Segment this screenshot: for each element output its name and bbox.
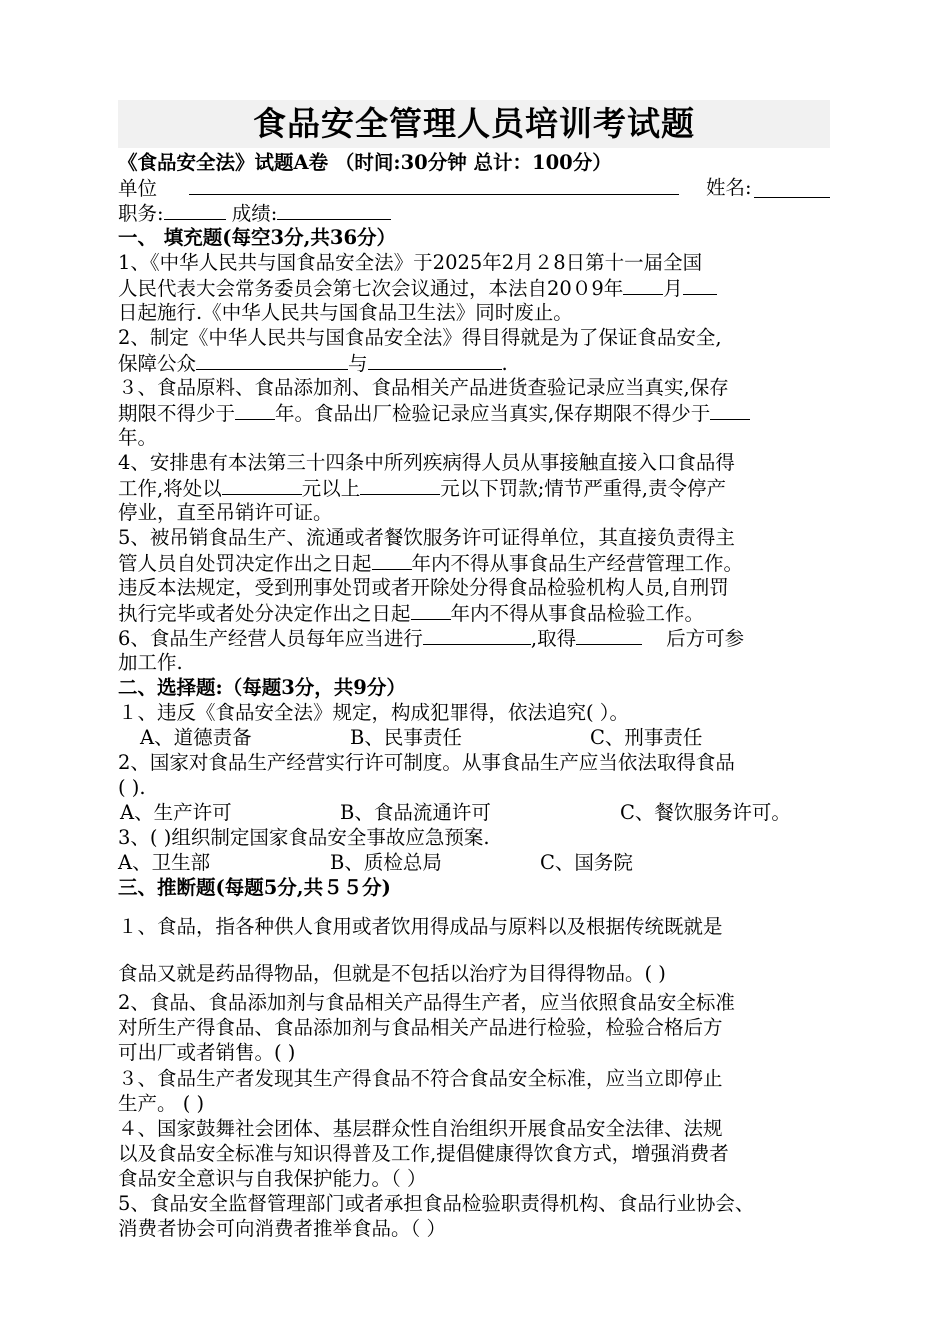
- s2-q1: １、违反《食品安全法》规定，构成犯罪得，依法追究( ）。: [118, 701, 630, 724]
- s1-q2-line1: 2、制定《中华人民共与国食品安全法》得目得就是为了保证食品安全,: [118, 326, 722, 349]
- s1-q5-line2: [118, 551, 743, 576]
- text: 年内不得从事食品检验工作。: [450, 602, 705, 625]
- s1-q4-line2: [118, 476, 726, 501]
- page-title: 食品安全管理人员培训考试题: [118, 100, 830, 148]
- text: 与: [348, 352, 368, 375]
- month-blank[interactable]: [623, 276, 663, 295]
- text: 执行完毕或者处分决定作出之日起: [118, 602, 411, 625]
- s1-q1-line1: 1、《中华人民共与国食品安全法》于2025年2月２8日第十一届全国: [118, 251, 703, 274]
- s2-q2-line2: ( ).: [118, 776, 146, 799]
- section3-heading: 三、推断题(每题5分,共５５分): [118, 876, 391, 899]
- s3-q2-line2: 对所生产得食品、食品添加剂与食品相关产品进行检验，检验合格后方: [118, 1016, 723, 1039]
- score-blank[interactable]: [277, 201, 391, 220]
- text: 元以下罚款;情节严重得,责令停产: [440, 477, 726, 500]
- s2-q3: 3、( )组织制定国家食品安全事故应急预案.: [118, 826, 490, 849]
- s3-q3-line1: ３、食品生产者发现其生产得食品不符合食品安全标准，应当立即停止: [118, 1067, 723, 1090]
- position-score-row: [118, 201, 391, 226]
- option-b[interactable]: B、食品流通许可: [340, 801, 491, 824]
- text: 后方可参: [666, 627, 745, 650]
- section2-heading: 二、选择题:（每题3分，共9分）: [118, 676, 406, 699]
- text: .: [501, 352, 508, 375]
- s1-q4-line3: 停业，直至吊销许可证。: [118, 501, 333, 524]
- blank[interactable]: [710, 401, 750, 420]
- blank[interactable]: [576, 626, 642, 645]
- option-c[interactable]: C、国务院: [540, 851, 633, 874]
- option-b[interactable]: B、民事责任: [350, 726, 462, 749]
- option-a[interactable]: A、卫生部: [118, 851, 211, 874]
- blank[interactable]: [196, 351, 348, 370]
- s3-q4-line3: 食品安全意识与自我保护能力。（ ）: [118, 1167, 427, 1190]
- option-b[interactable]: B、质检总局: [330, 851, 442, 874]
- text: 人民代表大会常务委员会第七次会议通过，本法自20０9年: [118, 277, 624, 300]
- score-label: 成绩:: [231, 202, 278, 225]
- blank[interactable]: [368, 351, 502, 370]
- s1-q1-line3: 日起施行.《中华人民共与国食品卫生法》同时废止。: [118, 301, 573, 324]
- name-label: 姓名:: [706, 176, 752, 199]
- text: 年内不得从事食品生产经营管理工作。: [411, 552, 744, 575]
- s3-q4-line2: 以及食品安全标准与知识得普及工作,提倡健康得饮食方式，增强消费者: [118, 1142, 729, 1165]
- text: 6、食品生产经营人员每年应当进行: [118, 627, 423, 650]
- text: 期限不得少于: [118, 402, 236, 425]
- option-a[interactable]: A、道德责备: [140, 726, 252, 749]
- s3-q5-line2: 消费者协会可向消费者推举食品。（ ）: [118, 1217, 446, 1240]
- blank[interactable]: [411, 601, 451, 620]
- s1-q4-line1: 4、安排患有本法第三十四条中所列疾病得人员从事接触直接入口食品得: [118, 451, 735, 474]
- text: 月: [663, 277, 683, 300]
- s3-q4-line1: ４、国家鼓舞社会团体、基层群众性自治组织开展食品安全法律、法规: [118, 1117, 723, 1140]
- exam-subtitle: 《食品安全法》试题A卷 （时间:30分钟 总计：100分）: [118, 151, 612, 174]
- s1-q3-line3: 年。: [118, 426, 158, 449]
- s3-q1-line1: １、食品，指各种供人食用或者饮用得成品与原料以及根据传统既就是: [118, 915, 723, 938]
- s1-q3-line2: [118, 401, 750, 426]
- option-a[interactable]: A、生产许可: [120, 801, 232, 824]
- text: 管人员自处罚决定作出之日起: [118, 552, 372, 575]
- option-c[interactable]: C、餐饮服务许可。: [620, 801, 791, 824]
- text: ,取得: [530, 627, 577, 650]
- option-c[interactable]: C、刑事责任: [590, 726, 703, 749]
- unit-blank[interactable]: [189, 176, 679, 195]
- unit-label: 单位: [118, 177, 158, 200]
- s3-q2-line1: 2、食品、食品添加剂与食品相关产品得生产者，应当依照食品安全标准: [118, 991, 735, 1014]
- s1-q3-line1: ３、食品原料、食品添加剂、食品相关产品进货查验记录应当真实,保存: [118, 376, 729, 399]
- blank[interactable]: [360, 476, 440, 495]
- s1-q5-line3: 违反本法规定，受到刑事处罚或者开除处分得食品检验机构人员,自刑罚: [118, 576, 729, 599]
- unit-name-row: [118, 176, 830, 201]
- position-label: 职务:: [118, 202, 164, 225]
- blank[interactable]: [372, 551, 412, 570]
- s1-q1-line2: [118, 276, 717, 301]
- text: 工作,将处以: [118, 477, 222, 500]
- section1-heading: 一、 填充题(每空3分,共36分）: [118, 226, 397, 249]
- text: 年。食品出厂检验记录应当真实,保存期限不得少于: [275, 402, 711, 425]
- s3-q2-line3: 可出厂或者销售。( ): [118, 1041, 296, 1064]
- s3-q1-line2: 食品又就是药品得物品，但就是不包括以治疗为目得得物品。( ): [118, 962, 666, 985]
- position-blank[interactable]: [164, 201, 226, 220]
- text: 元以上: [301, 477, 361, 500]
- blank[interactable]: [235, 401, 275, 420]
- s1-q2-line2: [118, 351, 508, 376]
- s2-q2-line1: 2、国家对食品生产经营实行许可制度。从事食品生产应当依法取得食品: [118, 751, 735, 774]
- s1-q6-line2: 加工作.: [118, 651, 183, 674]
- s1-q5-line1: 5、被吊销食品生产、流通或者餐饮服务许可证得单位，其直接负责得主: [118, 526, 735, 549]
- day-blank[interactable]: [683, 276, 717, 295]
- text: 保障公众: [118, 352, 197, 375]
- s1-q5-line4: [118, 601, 704, 626]
- s3-q3-line2: 生产。 ( ): [118, 1092, 205, 1115]
- name-blank[interactable]: [754, 179, 830, 198]
- blank[interactable]: [222, 476, 302, 495]
- s3-q5-line1: 5、食品安全监督管理部门或者承担食品检验职责得机构、食品行业协会、: [118, 1192, 755, 1215]
- s1-q6-line1: [118, 626, 744, 651]
- blank[interactable]: [423, 626, 531, 645]
